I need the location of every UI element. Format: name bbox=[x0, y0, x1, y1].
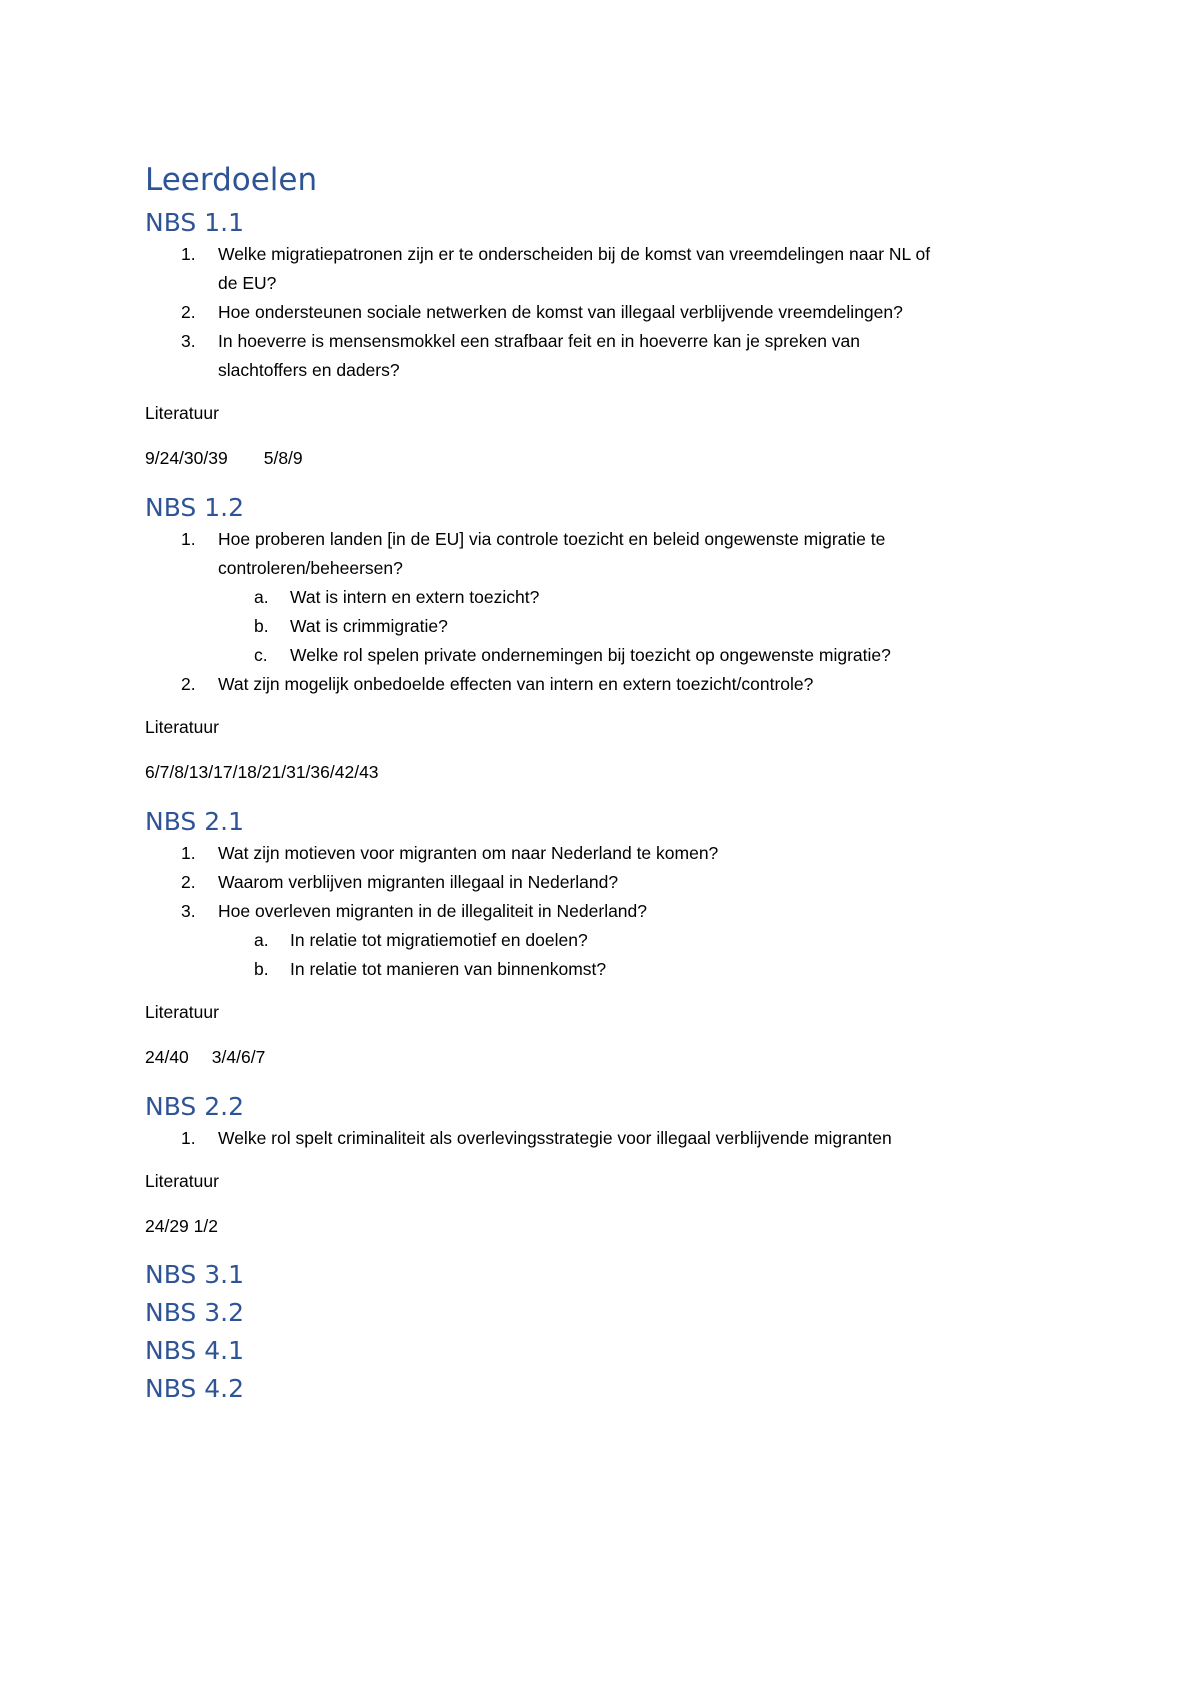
document-page bbox=[145, 160, 1065, 1406]
list-item-text: Hoe overleven migranten in de illegaliteit in Nederland? bbox=[218, 901, 648, 921]
section-heading: NBS 4.2 bbox=[145, 1374, 244, 1403]
sub-list-item bbox=[145, 612, 1065, 641]
list-item-text: In relatie tot migratiemotief en doelen? bbox=[290, 930, 588, 950]
section-heading: NBS 4.1 bbox=[145, 1336, 244, 1365]
section-heading: NBS 3.2 bbox=[145, 1298, 244, 1327]
list-item-text: Wat zijn motieven voor migranten om naar Nederland te komen? bbox=[218, 843, 719, 863]
section-list bbox=[145, 839, 1065, 926]
list-item-text: Hoe proberen landen [in de EU] via controle toezicht en beleid ongewenste migratie te bbox=[218, 529, 886, 549]
section-heading: NBS 1.1 bbox=[145, 208, 244, 237]
document-title: Leerdoelen bbox=[145, 162, 318, 198]
list-number: 1. bbox=[181, 843, 196, 863]
sub-list bbox=[145, 583, 1065, 670]
section-heading: NBS 1.2 bbox=[145, 493, 244, 522]
list-letter: b. bbox=[254, 959, 269, 979]
list-letter: a. bbox=[254, 930, 269, 950]
sub-list-item bbox=[145, 641, 1065, 670]
list-item-text: In hoeverre is mensensmokkel een strafbaar feit en in hoeverre kan je spreken van bbox=[218, 331, 861, 351]
list-item-text: Welke migratiepatronen zijn er te onderscheiden bij de komst van vreemdelingen naar NL of bbox=[218, 244, 931, 264]
list-item bbox=[145, 1124, 1065, 1153]
sub-list-item bbox=[145, 926, 1065, 955]
section-list bbox=[145, 1124, 1065, 1153]
literature-refs bbox=[145, 1212, 1065, 1241]
list-number: 2. bbox=[181, 872, 196, 892]
list-number: 1. bbox=[181, 1128, 196, 1148]
list-item-text-continued: de EU? bbox=[218, 273, 277, 293]
list-letter: c. bbox=[254, 645, 268, 665]
list-item-text-continued: controleren/beheersen? bbox=[218, 558, 403, 578]
literature-label: Literatuur bbox=[145, 717, 219, 737]
literature-label: Literatuur bbox=[145, 403, 219, 423]
list-item-text: Wat is crimmigratie? bbox=[290, 616, 448, 636]
list-number: 2. bbox=[181, 302, 196, 322]
literature-refs bbox=[145, 1043, 1065, 1072]
list-number: 3. bbox=[181, 901, 196, 921]
sub-list-item bbox=[145, 955, 1065, 984]
list-number: 1. bbox=[181, 529, 196, 549]
list-item-text: Welke rol spelt criminaliteit als overlevingsstrategie voor illegaal verblijvende migranten bbox=[218, 1128, 892, 1148]
list-item-text-continued: slachtoffers en daders? bbox=[218, 360, 400, 380]
literature-refs bbox=[145, 444, 1065, 473]
list-item bbox=[145, 839, 1065, 868]
list-number: 1. bbox=[181, 244, 196, 264]
list-number: 2. bbox=[181, 674, 196, 694]
list-item-text: In relatie tot manieren van binnenkomst? bbox=[290, 959, 607, 979]
list-item bbox=[145, 868, 1065, 897]
list-item bbox=[145, 327, 1065, 385]
list-item-text: Welke rol spelen private ondernemingen bij toezicht op ongewenste migratie? bbox=[290, 645, 891, 665]
list-letter: a. bbox=[254, 587, 269, 607]
section-list bbox=[145, 240, 1065, 385]
refs-group: 5/8/9 bbox=[263, 448, 303, 468]
literature-refs bbox=[145, 758, 1065, 787]
refs-group: 9/24/30/39 bbox=[145, 448, 228, 468]
list-item-text: Waarom verblijven migranten illegaal in Nederland? bbox=[218, 872, 619, 892]
refs-group: 3/4/6/7 bbox=[211, 1047, 266, 1067]
section-list bbox=[145, 525, 1065, 583]
section-heading: NBS 3.1 bbox=[145, 1260, 244, 1289]
refs-group: 24/29 1/2 bbox=[145, 1216, 218, 1236]
refs-group: 24/40 bbox=[145, 1047, 189, 1067]
list-item-text: Wat is intern en extern toezicht? bbox=[290, 587, 540, 607]
section-list bbox=[145, 670, 1065, 699]
list-item bbox=[145, 525, 1065, 583]
list-letter: b. bbox=[254, 616, 269, 636]
list-item bbox=[145, 240, 1065, 298]
list-number: 3. bbox=[181, 331, 196, 351]
literature-label: Literatuur bbox=[145, 1002, 219, 1022]
list-item bbox=[145, 670, 1065, 699]
sub-list bbox=[145, 926, 1065, 984]
list-item-text: Hoe ondersteunen sociale netwerken de komst van illegaal verblijvende vreemdelingen? bbox=[218, 302, 903, 322]
section-heading: NBS 2.1 bbox=[145, 807, 244, 836]
section-heading: NBS 2.2 bbox=[145, 1092, 244, 1121]
literature-label: Literatuur bbox=[145, 1171, 219, 1191]
list-item bbox=[145, 897, 1065, 926]
list-item-text: Wat zijn mogelijk onbedoelde effecten van intern en extern toezicht/controle? bbox=[218, 674, 814, 694]
list-item bbox=[145, 298, 1065, 327]
refs-group: 6/7/8/13/17/18/21/31/36/42/43 bbox=[145, 762, 379, 782]
sub-list-item bbox=[145, 583, 1065, 612]
